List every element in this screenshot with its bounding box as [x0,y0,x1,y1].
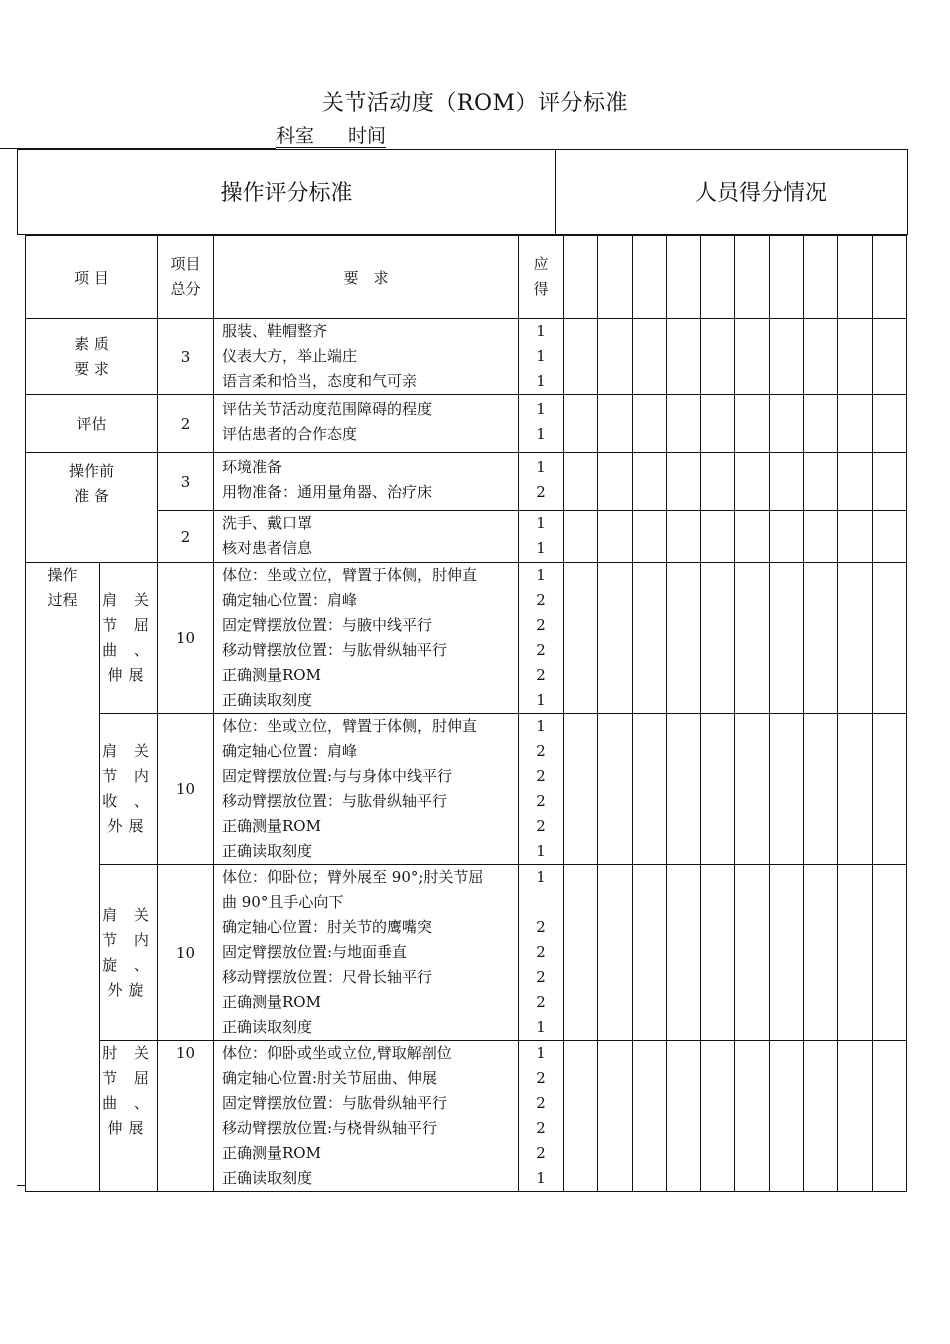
staff-score-cell[interactable] [667,319,701,395]
table-row [26,865,907,1041]
section-total: 2 [158,511,214,563]
staff-score-cell[interactable] [667,563,701,714]
table-row [26,563,907,714]
staff-score-cell[interactable] [735,453,770,511]
staff-score-cell[interactable] [667,395,701,453]
staff-score-cell[interactable] [735,714,770,865]
staff-score-cell[interactable] [564,453,598,511]
staff-score-cell[interactable] [804,453,838,511]
staff-score-cell[interactable] [598,1041,633,1192]
staff-score-cell[interactable] [838,714,873,865]
staff-score-cell[interactable] [701,395,735,453]
staff-score-cell[interactable] [701,865,735,1041]
staff-score-heading: 人员得分情况 [694,181,827,206]
staff-score-cell[interactable] [735,395,770,453]
requirement-list: 体位：仰卧或坐或立位,臂取解剖位 确定轴心位置:肘关节屈曲、伸展 固定臂摆放位置：与肱骨纵轴平行 移动臂摆放位置:与桡骨纵轴平行 正确测量ROM 正确读取刻度 [214,1041,519,1192]
staff-score-cell[interactable] [873,453,907,511]
staff-score-cell[interactable] [701,714,735,865]
staff-score-cell[interactable] [804,563,838,714]
section-total: 3 [158,319,214,395]
col-item: 项 目 [26,236,158,319]
staff-score-cell[interactable] [735,511,770,563]
staff-score-cell[interactable] [804,319,838,395]
requirement-list: 服装、鞋帽整齐 仪表大方，举止端庄 语言柔和恰当，态度和气可亲 [214,319,519,395]
staff-score-cell[interactable] [598,714,633,865]
staff-score-cell[interactable] [633,511,667,563]
scoring-table [25,235,907,1192]
score-header [17,149,908,235]
staff-score-cell[interactable] [633,865,667,1041]
score-list: 1 2 [519,453,564,511]
section-label-quality: 素 质 要 求 [26,319,158,395]
staff-score-cell[interactable] [564,511,598,563]
score-list: 1 2 2 2 2 1 [519,1041,564,1192]
staff-score-cell[interactable] [701,319,735,395]
staff-score-cell[interactable] [873,395,907,453]
score-list: 1 2 2 2 2 1 [519,563,564,714]
staff-score-cell[interactable] [598,453,633,511]
dept-label: 科室 [276,125,315,147]
staff-score-cell[interactable] [667,511,701,563]
staff-score-cell[interactable] [804,395,838,453]
requirement-list: 环境准备 用物准备：通用量角器、治疗床 [214,453,519,511]
staff-score-cell[interactable] [667,453,701,511]
staff-score-cell[interactable] [770,395,804,453]
staff-score-cell[interactable] [564,1041,598,1192]
section-label-assess: 评估 [26,395,158,453]
staff-score-cell[interactable] [735,1041,770,1192]
staff-score-cell[interactable] [564,865,598,1041]
score-list: 1 1 1 [519,319,564,395]
staff-score-cell[interactable] [735,865,770,1041]
section-total: 2 [158,395,214,453]
staff-score-cell[interactable] [598,395,633,453]
col-total: 项目 总分 [158,236,214,319]
section-total: 3 [158,453,214,511]
staff-score-cell[interactable] [598,865,633,1041]
staff-score-cell[interactable] [598,319,633,395]
staff-score-cell[interactable] [633,1041,667,1192]
staff-score-cell[interactable] [804,511,838,563]
column-header-row [26,236,907,319]
staff-score-cell[interactable] [701,1041,735,1192]
section-total: 10 [158,714,214,865]
section-total: 10 [158,1041,214,1192]
staff-score-cell[interactable] [838,511,873,563]
staff-score-cell[interactable] [598,511,633,563]
requirement-list: 洗手、戴口罩 核对患者信息 [214,511,519,563]
table-row [26,395,907,453]
staff-score-cell[interactable] [838,236,873,319]
staff-score-cell[interactable] [804,1041,838,1192]
staff-score-cell[interactable] [873,236,907,319]
page-title: 关节活动度（ROM）评分标准 [321,91,629,116]
staff-score-cell[interactable] [667,1041,701,1192]
staff-score-cell[interactable] [564,563,598,714]
time-label: 时间 [348,125,387,147]
staff-score-cell[interactable] [735,236,770,319]
staff-score-cell[interactable] [804,865,838,1041]
requirement-list: 评估关节活动度范围障碍的程度 评估患者的合作态度 [214,395,519,453]
table-row [26,319,907,395]
staff-score-cell[interactable] [701,511,735,563]
criteria-heading: 操作评分标准 [220,181,353,206]
divider-line [17,1185,25,1186]
staff-score-cell[interactable] [770,511,804,563]
staff-score-cell[interactable] [598,563,633,714]
staff-score-cell[interactable] [838,319,873,395]
staff-score-cell[interactable] [667,236,701,319]
table-row [26,1041,907,1192]
staff-score-cell[interactable] [873,1041,907,1192]
staff-score-cell[interactable] [770,236,804,319]
sub-item-elbow: 肘 关 节 屈 曲 、 伸展 [100,1041,158,1192]
score-list: 1 1 [519,511,564,563]
requirement-list: 体位：坐或立位，臂置于体侧，肘伸直 确定轴心位置：肩峰 固定臂摆放位置:与与身体中线平行 移动臂摆放位置：与肱骨纵轴平行 正确测量ROM 正确读取刻度 [214,714,519,865]
dept-time-line [276,125,386,148]
table-row [26,453,907,511]
staff-score-cell[interactable] [701,453,735,511]
staff-score-cell[interactable] [701,563,735,714]
sub-item-shoulder-abd: 肩 关 节 内 收 、 外展 [100,714,158,865]
staff-score-cell[interactable] [633,236,667,319]
sub-item-shoulder-rot: 肩 关 节 内 旋 、 外旋 [100,865,158,1041]
staff-score-cell[interactable] [667,865,701,1041]
staff-score-cell[interactable] [873,563,907,714]
staff-score-cell[interactable] [770,865,804,1041]
score-list: 1 2 2 2 2 1 [519,714,564,865]
staff-score-cell[interactable] [598,236,633,319]
col-score: 应 得 [519,236,564,319]
staff-score-cell[interactable] [735,563,770,714]
section-label-prep: 操作前 准 备 [26,453,158,563]
section-label-process: 操作 过程 [26,563,100,1192]
staff-score-cell[interactable] [873,714,907,865]
score-list: 1 2 2 2 2 1 [519,865,564,1041]
staff-score-cell[interactable] [804,714,838,865]
staff-score-cell[interactable] [873,511,907,563]
staff-score-cell[interactable] [564,714,598,865]
sub-item-shoulder-flex: 肩 关 节 屈 曲 、 伸展 [100,563,158,714]
staff-score-cell[interactable] [633,563,667,714]
staff-score-cell[interactable] [838,395,873,453]
requirement-list: 体位：仰卧位；臂外展至 90°;肘关节屈 曲 90°且手心向下 确定轴心位置：肘关节的鹰嘴突 固定臂摆放位置:与地面垂直 移动臂摆放位置：尺骨长轴平行 正确测量ROM 正确读取刻度 [214,865,519,1041]
section-total: 10 [158,563,214,714]
staff-score-cell[interactable] [667,714,701,865]
staff-score-cell[interactable] [564,236,598,319]
table-row [26,511,907,563]
staff-score-cell[interactable] [838,563,873,714]
staff-score-cell[interactable] [564,319,598,395]
staff-score-cell[interactable] [770,319,804,395]
staff-score-cell[interactable] [873,319,907,395]
staff-score-cell[interactable] [770,453,804,511]
col-requirement: 要 求 [214,236,519,319]
staff-score-cell[interactable] [838,1041,873,1192]
staff-score-cell[interactable] [873,865,907,1041]
staff-score-cell[interactable] [564,395,598,453]
section-total: 10 [158,865,214,1041]
staff-score-cell[interactable] [838,453,873,511]
staff-score-cell[interactable] [701,236,735,319]
staff-score-cell[interactable] [633,319,667,395]
staff-score-cell[interactable] [838,865,873,1041]
staff-score-cell[interactable] [770,714,804,865]
staff-score-cell[interactable] [633,714,667,865]
table-row [26,714,907,865]
staff-score-cell[interactable] [770,1041,804,1192]
staff-score-cell[interactable] [804,236,838,319]
staff-score-cell[interactable] [633,453,667,511]
staff-score-cell[interactable] [770,563,804,714]
staff-score-cell[interactable] [735,319,770,395]
score-list: 1 1 [519,395,564,453]
requirement-list: 体位：坐或立位，臂置于体侧，肘伸直 确定轴心位置：肩峰 固定臂摆放位置：与腋中线平行 移动臂摆放位置：与肱骨纵轴平行 正确测量ROM 正确读取刻度 [214,563,519,714]
staff-score-cell[interactable] [633,395,667,453]
